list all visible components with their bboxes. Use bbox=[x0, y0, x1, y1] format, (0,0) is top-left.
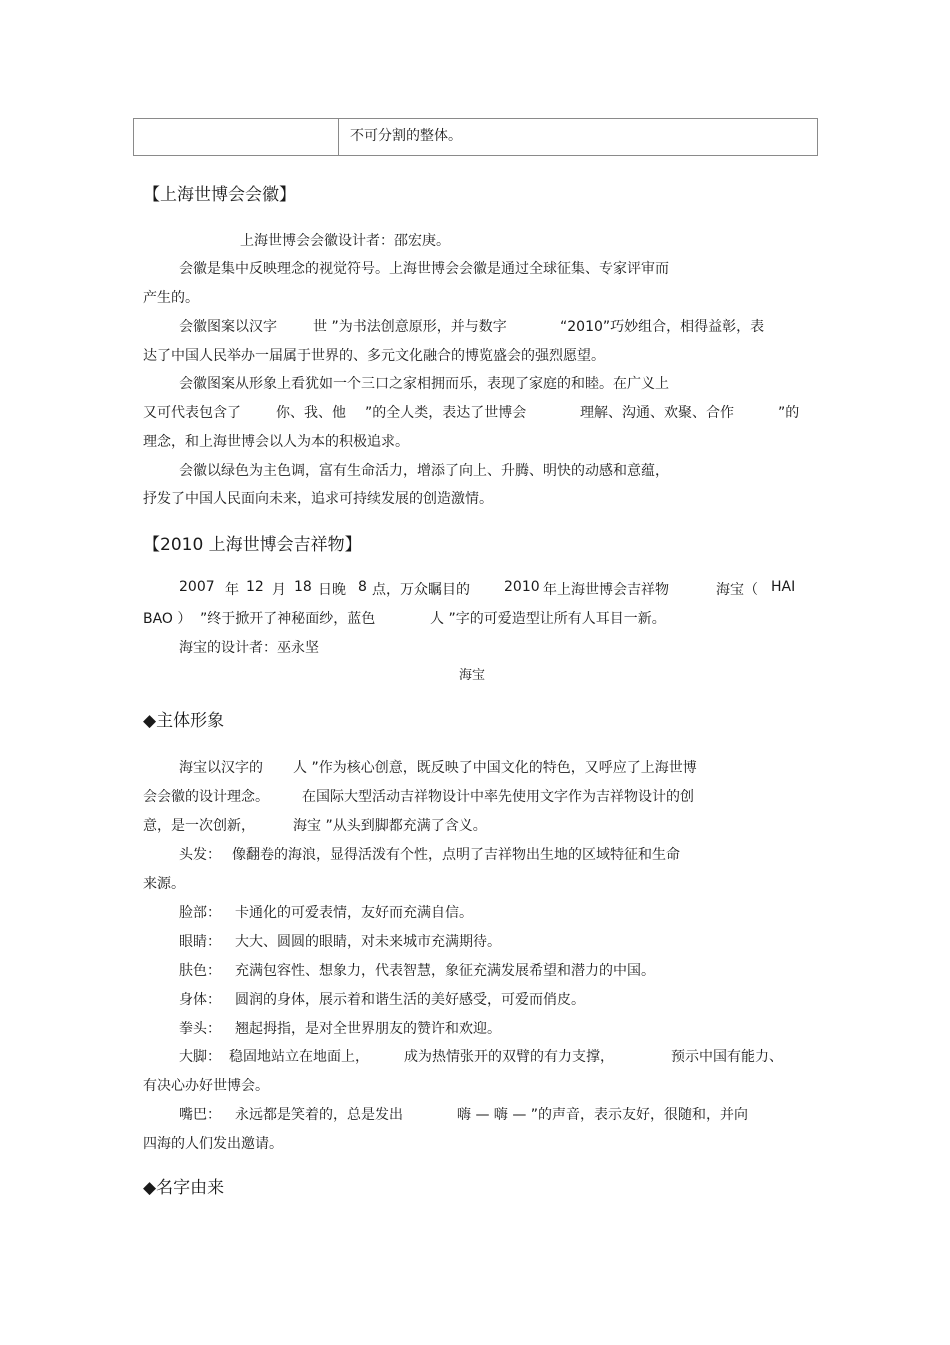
feature-label: 肤色： bbox=[179, 963, 221, 979]
feature-text: 稳固地站立在地面上， bbox=[229, 1049, 369, 1065]
intro-text: HAI bbox=[771, 579, 796, 595]
intro-text: 2010 bbox=[504, 579, 540, 595]
paragraph-line: 意，是一次创新， bbox=[143, 818, 255, 834]
section-heading-name-origin: ◆名字由来 bbox=[143, 1178, 225, 1198]
intro-text: BAO ） bbox=[143, 611, 192, 627]
feature-text: 圆润的身体，展示着和谐生活的美好感受，可爱而俏皮。 bbox=[235, 992, 585, 1008]
intro-text: 月 bbox=[272, 582, 286, 598]
intro-text: 年 bbox=[225, 582, 239, 598]
paragraph-line: 抒发了中国人民面向未来，追求可持续发展的创造激情。 bbox=[143, 491, 493, 507]
feature-label: 嘴巴： bbox=[179, 1107, 221, 1123]
paragraph-line: 人 ”作为核心创意，既反映了中国文化的特色，又呼应了上海世博 bbox=[293, 760, 697, 776]
paragraph-line: 会徽图案以汉字 bbox=[179, 319, 277, 335]
section-heading-image: ◆主体形象 bbox=[143, 711, 225, 731]
paragraph-line: 达了中国人民举办一届属于世界的、多元文化融合的博览盛会的强烈愿望。 bbox=[143, 348, 605, 364]
feature-text: 预示中国有能力、 bbox=[671, 1049, 783, 1065]
intro-text: 年上海世博会吉祥物 bbox=[543, 582, 669, 598]
paragraph-line: 会会徽的设计理念。 bbox=[143, 789, 269, 805]
paragraph-line: ”的全人类，表达了世博会 bbox=[365, 405, 527, 421]
intro-text: 18 bbox=[294, 579, 312, 595]
image-caption: 海宝 bbox=[459, 668, 486, 683]
paragraph-line: 海宝以汉字的 bbox=[179, 760, 263, 776]
feature-text: 大大、圆圆的眼睛，对未来城市充满期待。 bbox=[235, 934, 501, 950]
paragraph-line: 理解、沟通、欢聚、合作 bbox=[580, 405, 734, 421]
paragraph-line: 你、我、他 bbox=[276, 405, 346, 421]
intro-text: 日晚 bbox=[318, 582, 346, 598]
feature-text: 四海的人们发出邀请。 bbox=[143, 1136, 283, 1152]
intro-text: 点，万众瞩目的 bbox=[372, 582, 470, 598]
paragraph-line: 会徽以绿色为主色调，富有生命活力，增添了向上、升腾、明快的动感和意蕴， bbox=[179, 463, 669, 479]
intro-text: 海宝（ bbox=[716, 582, 758, 598]
paragraph-line: 世 ”为书法创意原形，并与数字 bbox=[313, 319, 507, 335]
section-heading-mascot: 【2010 上海世博会吉祥物】 bbox=[143, 535, 362, 555]
intro-text: 2007 bbox=[179, 579, 215, 595]
paragraph-line: “2010”巧妙组合，相得益彰，表 bbox=[560, 319, 765, 335]
feature-text: 有决心办好世博会。 bbox=[143, 1078, 269, 1094]
feature-text: 充满包容性、想象力，代表智慧，象征充满发展希望和潜力的中国。 bbox=[235, 963, 655, 979]
paragraph-line: 海宝 ”从头到脚都充满了含义。 bbox=[293, 818, 487, 834]
feature-text: 像翻卷的海浪，显得活泼有个性，点明了吉祥物出生地的区域特征和生命 bbox=[232, 847, 680, 863]
intro-text: 8 bbox=[358, 579, 367, 595]
mascot-designer: 海宝的设计者：巫永坚 bbox=[179, 640, 319, 656]
paragraph-line: 产生的。 bbox=[143, 290, 199, 306]
feature-text: 卡通化的可爱表情，友好而充满自信。 bbox=[235, 905, 473, 921]
feature-text: 来源。 bbox=[143, 876, 185, 892]
table-divider bbox=[338, 119, 339, 155]
intro-text: 12 bbox=[246, 579, 264, 595]
feature-label: 大脚： bbox=[179, 1049, 221, 1065]
intro-text: ”终于掀开了神秘面纱，蓝色 bbox=[200, 611, 376, 627]
table-cell: 不可分割的整体。 bbox=[350, 128, 462, 144]
feature-text: 嗨 — 嗨 — ”的声音，表示友好，很随和，并向 bbox=[457, 1107, 749, 1123]
section-heading-emblem: 【上海世博会会徽】 bbox=[143, 185, 296, 205]
paragraph-line: 会徽是集中反映理念的视觉符号。上海世博会会徽是通过全球征集、专家评审而 bbox=[179, 261, 669, 277]
feature-text: 永远都是笑着的，总是发出 bbox=[235, 1107, 403, 1123]
paragraph-line: ”的 bbox=[778, 405, 800, 421]
paragraph-line: 又可代表包含了 bbox=[143, 405, 241, 421]
emblem-designer: 上海世博会会徽设计者：邵宏庚。 bbox=[240, 233, 450, 249]
paragraph-line: 会徽图案从形象上看犹如一个三口之家相拥而乐，表现了家庭的和睦。在广义上 bbox=[179, 376, 669, 392]
feature-label: 眼睛： bbox=[179, 934, 221, 950]
intro-text: 人 ”字的可爱造型让所有人耳目一新。 bbox=[430, 611, 666, 627]
paragraph-line: 理念，和上海世博会以人为本的积极追求。 bbox=[143, 434, 409, 450]
feature-label: 身体： bbox=[179, 992, 221, 1008]
feature-text: 翘起拇指，是对全世界朋友的赞许和欢迎。 bbox=[235, 1021, 501, 1037]
table bbox=[133, 118, 818, 156]
feature-text: 成为热情张开的双臂的有力支撑， bbox=[404, 1049, 614, 1065]
feature-label: 头发： bbox=[179, 847, 221, 863]
feature-label: 脸部： bbox=[179, 905, 221, 921]
paragraph-line: 在国际大型活动吉祥物设计中率先使用文字作为吉祥物设计的创 bbox=[302, 789, 694, 805]
feature-label: 拳头： bbox=[179, 1021, 221, 1037]
